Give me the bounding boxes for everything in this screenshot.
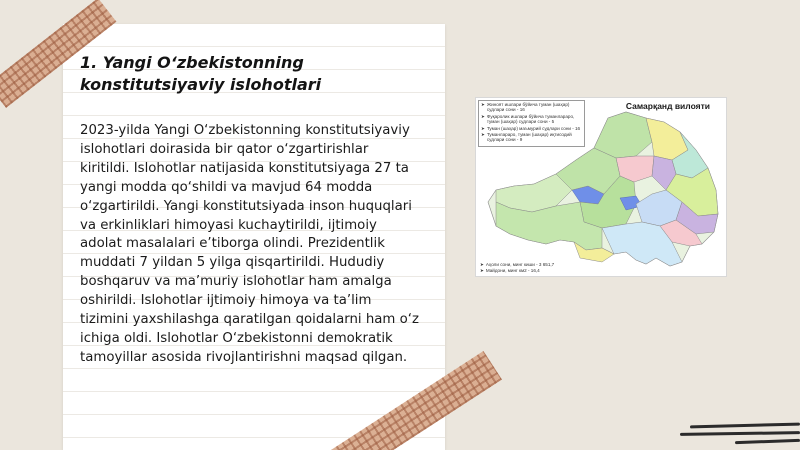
legend-bullet-icon: ➤ (481, 113, 485, 119)
legend-text: Туман (шаҳар) маъмурий судлари сони - 16 (486, 125, 581, 131)
legend-text: Жиноят ишлари бўйича туман (шаҳар) судлари сони - 16 (486, 102, 570, 113)
decorative-stroke (690, 423, 800, 429)
stat-item (480, 268, 600, 274)
slide-title: 1. Yangi O‘zbekistonning konstitutsiyaviy islohotlari (80, 53, 322, 94)
legend-bullet-icon: ➤ (481, 125, 485, 131)
legend-item (481, 126, 582, 131)
legend-item (481, 102, 582, 113)
decorative-stroke (680, 431, 800, 436)
legend-item (481, 132, 582, 143)
legend-bullet-icon: ➤ (481, 132, 485, 138)
decorative-stroke (735, 439, 800, 444)
map-stats (478, 262, 602, 274)
map-legend (478, 100, 585, 147)
map-title: Самарқанд вилояти (625, 101, 710, 111)
body-paragraph: 2023-yilda Yangi O‘zbekistonning konstitutsiyaviy islohotlari doirasida bir qator o‘zgartirishlar kiritildi. Islohotlar natijasida konstitutsiyaga 27 ta yangi modda qo‘shildi va mavjud 64 modda o‘zgartirildi. Yangi konstitutsiyada inson huquqlari va erkinliklari himoyasi kuchaytirildi, ijtimoiy adolat masalalari e’tiborga olindi. Prezidentlik muddati 7 yildan 5 yilga qisqartirildi. Hududiy boshqaruv va ma’muriy islohotlar ham amalga oshirildi. Islohotlar ijtimoiy himoya va ta’lim tizimini yaxshilashga qaratilgan qoidalarni ham o‘z ichiga oldi. Islohotlar O‘zbekistonni demokratik tamoyillar asosida rivojlantirishni maqsad qilgan. (80, 123, 419, 365)
stat-bullet-icon: ➤ (480, 268, 484, 273)
stat-text: Майдони, минг км2 - 16,4 (485, 268, 540, 273)
legend-bullet-icon: ➤ (481, 102, 485, 107)
stat-bullet-icon: ➤ (480, 262, 484, 267)
region-map-image (475, 97, 727, 277)
legend-item (481, 114, 582, 125)
stat-text: Аҳоли сони, минг киши - 3 651,7 (485, 262, 555, 267)
legend-text: Фуқаролик ишлари бўйича туманлараро, туман (шаҳар) судлари сони - 5 (486, 113, 575, 125)
legend-text: Туманлараро, туман (шаҳар) иқтисодий судлари сони - 9 (486, 132, 572, 143)
